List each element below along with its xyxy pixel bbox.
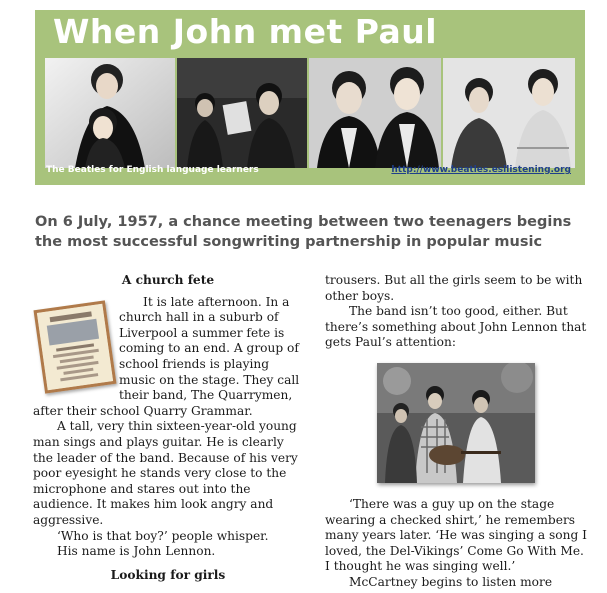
paragraph: It is late afternoon. In a church hall in a suburb of Liverpool a summer fete is coming to an end. A group of school friends is playing music on the stage. They call their band, The Quarrymen, after their school Quarry Grammar. <box>33 294 300 418</box>
banner-caption: The Beatles for English language learners <box>46 165 259 175</box>
left-column <box>33 273 303 589</box>
band-photo-2 <box>177 58 307 168</box>
band-photo-4 <box>443 58 575 168</box>
paragraph: The band isn’t too good, either. But there’s something about John Lennon that gets Paul’s attention: <box>325 304 587 350</box>
article-subheading: On 6 July, 1957, a chance meeting between two teenagers begins the most successful songwriting partnership in popular music <box>35 214 572 250</box>
section-heading-church-fete: A church fete <box>121 273 215 287</box>
paragraph: trousers. But all the girls seem to be with other boys. <box>325 273 583 303</box>
right-column <box>325 273 587 591</box>
paragraph: A tall, very thin sixteen-year-old young man sings and plays guitar. He is clearly the leader of the band. Because of his very poor eyesight he stands very close to the microphone and stares out into the audience. It makes him look angry and aggressive. <box>33 419 298 527</box>
quarrymen-photo <box>377 363 535 483</box>
page-title: When John met Paul <box>53 12 438 51</box>
paragraph: ‘Who is that boy?’ people whisper. <box>57 528 269 543</box>
photo-strip <box>45 58 575 168</box>
section-heading-looking-for-girls: Looking for girls <box>110 567 226 582</box>
band-photo-3 <box>309 58 441 168</box>
paragraph: His name is John Lennon. <box>57 544 216 559</box>
paragraph: McCartney begins to listen more <box>349 574 553 589</box>
fete-poster-image <box>34 300 117 393</box>
header-banner <box>35 10 585 185</box>
band-photo-1 <box>45 58 175 168</box>
website-link[interactable]: http://www.beatles.esllistening.org <box>391 165 571 175</box>
paragraph: ‘There was a guy up on the stage wearing a checked shirt,’ he remembers many years later. ‘He was singing a song I loved, the Del-Vikings’ Come Go With Me. I thought he was singing well.’ <box>325 496 587 574</box>
